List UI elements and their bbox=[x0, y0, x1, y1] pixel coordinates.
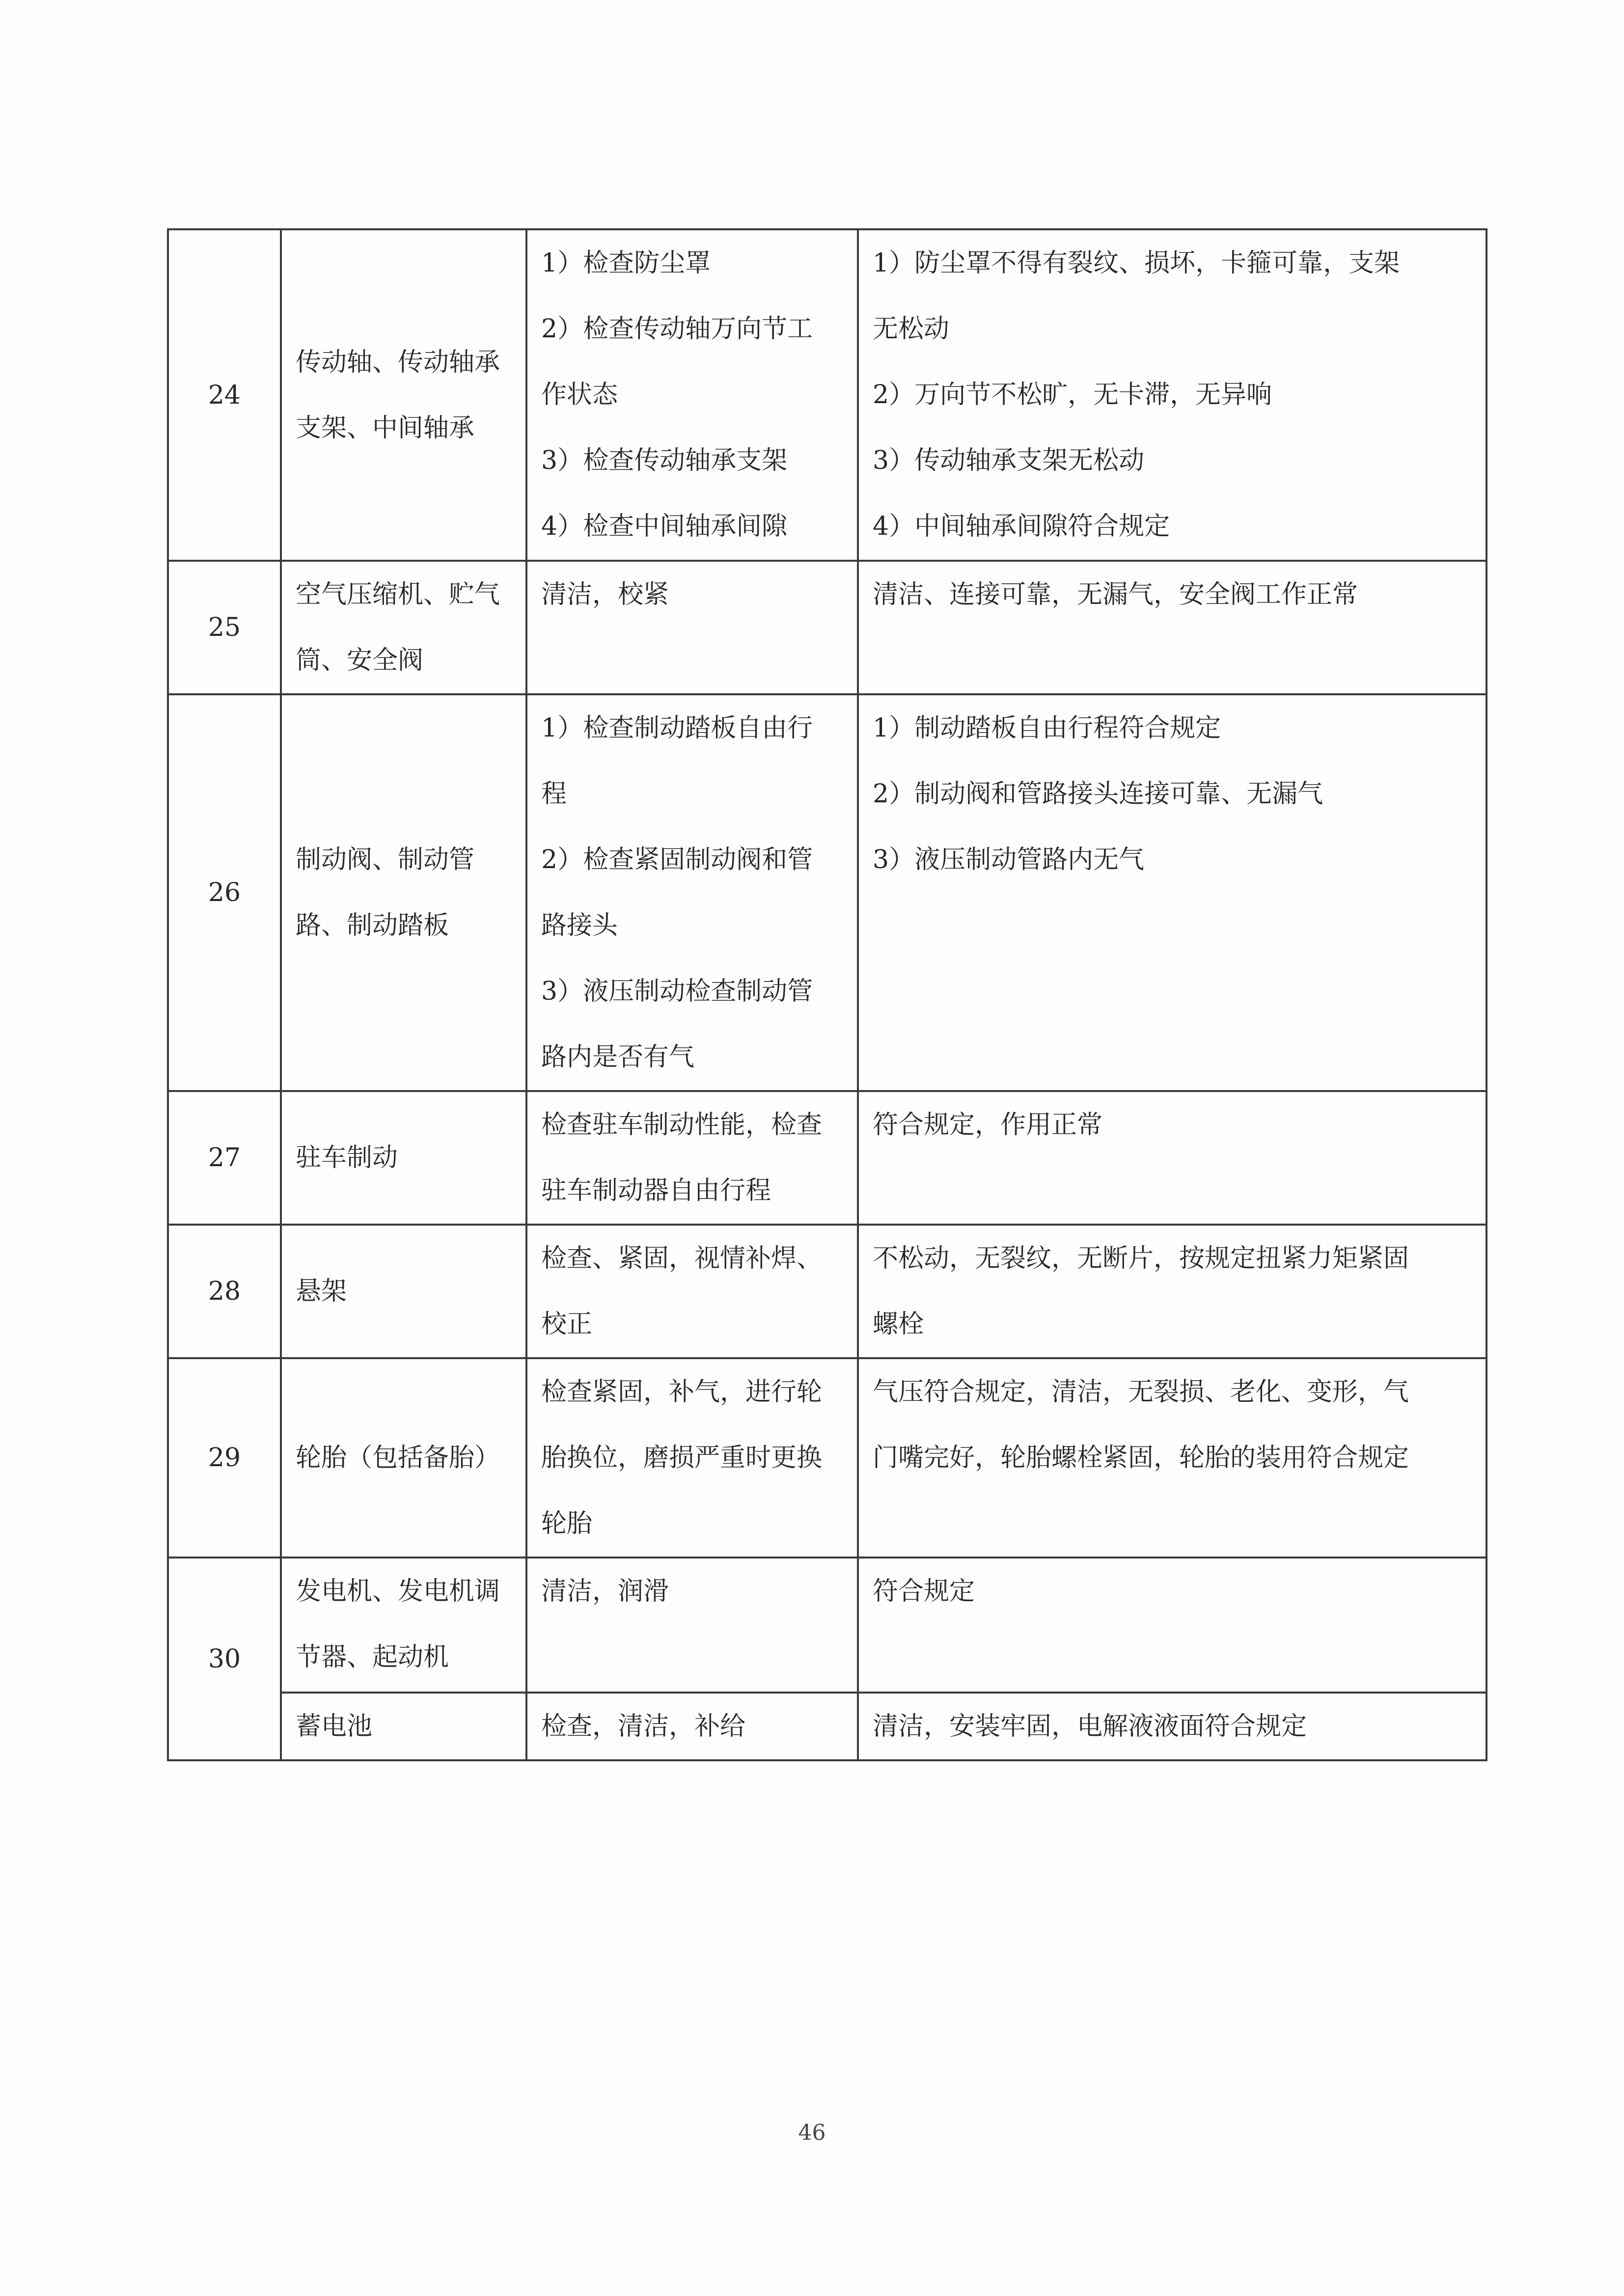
content-line: 胎换位，磨损严重时更换 bbox=[541, 1443, 823, 1473]
content-cell bbox=[526, 1558, 858, 1693]
item-line: 悬架 bbox=[296, 1277, 347, 1306]
table-row bbox=[168, 1693, 1486, 1760]
row-number: 27 bbox=[168, 1091, 281, 1225]
standard-line: 1）防尘罩不得有裂纹、损坏，卡箍可靠，支架 bbox=[873, 248, 1400, 278]
content-line: 驻车制动器自由行程 bbox=[541, 1176, 771, 1205]
item-line: 轮胎（包括备胎） bbox=[296, 1443, 500, 1473]
item-cell bbox=[281, 1358, 526, 1558]
item-line: 支架、中间轴承 bbox=[296, 413, 475, 443]
content-line: 检查紧固，补气，进行轮 bbox=[541, 1377, 823, 1407]
table-row bbox=[168, 561, 1486, 694]
item-cell bbox=[281, 1558, 526, 1693]
item-cell bbox=[281, 229, 526, 561]
content-line: 检查，清洁，补给 bbox=[541, 1712, 746, 1741]
table-row bbox=[168, 229, 1486, 561]
content-line: 1）检查防尘罩 bbox=[541, 248, 711, 278]
item-line: 蓄电池 bbox=[296, 1712, 373, 1741]
item-line: 发电机、发电机调 bbox=[296, 1577, 500, 1606]
item-line: 传动轴、传动轴承 bbox=[296, 347, 500, 377]
table-row bbox=[168, 1358, 1486, 1558]
item-cell bbox=[281, 1693, 526, 1760]
standard-line: 3）液压制动管路内无气 bbox=[873, 845, 1145, 875]
standard-line: 不松动，无裂纹，无断片，按规定扭紧力矩紧固 bbox=[873, 1244, 1409, 1273]
standard-cell bbox=[858, 1558, 1486, 1693]
standard-cell bbox=[858, 1091, 1486, 1225]
standard-line: 清洁、连接可靠，无漏气，安全阀工作正常 bbox=[873, 580, 1358, 609]
standard-line: 4）中间轴承间隙符合规定 bbox=[873, 512, 1170, 541]
item-cell bbox=[281, 694, 526, 1091]
content-line: 程 bbox=[541, 779, 567, 809]
table-body bbox=[168, 229, 1486, 1760]
standard-line: 符合规定 bbox=[873, 1577, 975, 1606]
standard-cell bbox=[858, 1358, 1486, 1558]
standard-line: 清洁，安装牢固，电解液液面符合规定 bbox=[873, 1712, 1307, 1741]
content-line: 1）检查制动踏板自由行 bbox=[541, 713, 813, 743]
table-row bbox=[168, 1558, 1486, 1693]
page-number: 46 bbox=[798, 2120, 826, 2145]
standard-line: 3）传动轴承支架无松动 bbox=[873, 446, 1145, 475]
standard-line: 门嘴完好，轮胎螺栓紧固，轮胎的装用符合规定 bbox=[873, 1443, 1409, 1473]
standard-line: 无松动 bbox=[873, 314, 950, 344]
content-line: 3）液压制动检查制动管 bbox=[541, 977, 813, 1006]
standard-cell bbox=[858, 1225, 1486, 1358]
row-number: 25 bbox=[168, 561, 281, 694]
standard-line: 符合规定，作用正常 bbox=[873, 1110, 1103, 1140]
standard-line: 螺栓 bbox=[873, 1310, 924, 1339]
standard-cell bbox=[858, 229, 1486, 561]
content-line: 3）检查传动轴承支架 bbox=[541, 446, 788, 475]
item-line: 空气压缩机、贮气 bbox=[296, 580, 500, 609]
content-line: 清洁，校紧 bbox=[541, 580, 669, 609]
standard-cell bbox=[858, 561, 1486, 694]
item-line: 驻车制动 bbox=[296, 1143, 398, 1173]
table-row bbox=[168, 1091, 1486, 1225]
content-line: 校正 bbox=[541, 1310, 593, 1339]
content-line: 清洁，润滑 bbox=[541, 1577, 669, 1606]
item-cell bbox=[281, 1225, 526, 1358]
standard-cell bbox=[858, 1693, 1486, 1760]
table-row bbox=[168, 1225, 1486, 1358]
item-line: 制动阀、制动管 bbox=[296, 845, 475, 875]
content-line: 2）检查传动轴万向节工 bbox=[541, 314, 813, 344]
row-number: 29 bbox=[168, 1358, 281, 1558]
table-row bbox=[168, 694, 1486, 1091]
standard-line: 1）制动踏板自由行程符合规定 bbox=[873, 713, 1221, 743]
item-line: 筒、安全阀 bbox=[296, 646, 424, 675]
row-number: 30 bbox=[168, 1558, 281, 1760]
content-line: 检查驻车制动性能，检查 bbox=[541, 1110, 823, 1140]
content-line: 2）检查紧固制动阀和管 bbox=[541, 845, 813, 875]
content-line: 路内是否有气 bbox=[541, 1042, 695, 1072]
content-cell bbox=[526, 1091, 858, 1225]
row-number: 24 bbox=[168, 229, 281, 561]
standard-line: 气压符合规定，清洁，无裂损、老化、变形，气 bbox=[873, 1377, 1409, 1407]
content-line: 轮胎 bbox=[541, 1509, 593, 1538]
content-cell bbox=[526, 561, 858, 694]
item-cell bbox=[281, 561, 526, 694]
content-cell bbox=[526, 1358, 858, 1558]
standard-line: 2）制动阀和管路接头连接可靠、无漏气 bbox=[873, 779, 1323, 809]
item-line: 节器、起动机 bbox=[296, 1642, 449, 1672]
standard-line: 2）万向节不松旷，无卡滞，无异响 bbox=[873, 380, 1272, 410]
content-line: 检查、紧固，视情补焊、 bbox=[541, 1244, 823, 1273]
item-line: 路、制动踏板 bbox=[296, 911, 449, 940]
row-number: 28 bbox=[168, 1225, 281, 1358]
content-line: 路接头 bbox=[541, 911, 618, 940]
maintenance-table bbox=[167, 228, 1487, 1761]
content-cell bbox=[526, 694, 858, 1091]
content-cell bbox=[526, 1225, 858, 1358]
content-cell bbox=[526, 1693, 858, 1760]
item-cell bbox=[281, 1091, 526, 1225]
content-cell bbox=[526, 229, 858, 561]
content-line: 4）检查中间轴承间隙 bbox=[541, 512, 788, 541]
row-number: 26 bbox=[168, 694, 281, 1091]
content-line: 作状态 bbox=[541, 380, 618, 410]
standard-cell bbox=[858, 694, 1486, 1091]
